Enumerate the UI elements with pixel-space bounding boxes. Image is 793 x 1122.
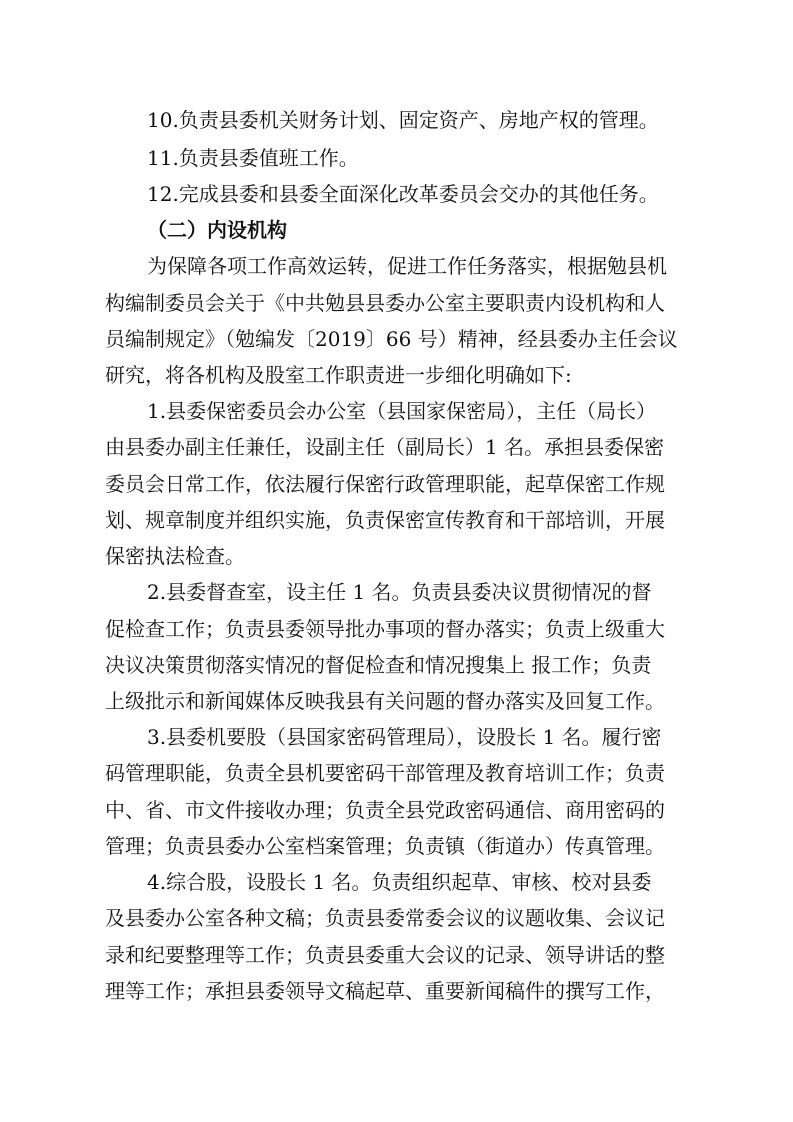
text-line: 为保障各项工作高效运转，促进工作任务落实，根据勉县机 <box>147 254 667 278</box>
text-line: 划、规章制度并组织实施，负责保密宣传教育和干部培训，开展 <box>105 508 665 532</box>
text-line: 及县委办公室各种文稿；负责县委常委会议的议题收集、会议记 <box>105 906 665 930</box>
text-line: 10.负责县委机关财务计划、固定资产、房地产权的管理。 <box>147 108 659 132</box>
text-line: 由县委办副主任兼任，设副主任（副局长）1 名。承担县委保密 <box>105 435 665 459</box>
text-line: 1.县委保密委员会办公室（县国家保密局），主任（局长） <box>147 399 657 423</box>
text-line: 2.县委督查室，设主任 1 名。负责县委决议贯彻情况的督 <box>147 580 652 604</box>
text-line: 员编制规定》（勉编发〔2019〕66 号）精神，经县委办主任会议 <box>105 327 678 351</box>
text-line: 12.完成县委和县委全面深化改革委员会交办的其他任务。 <box>147 182 659 206</box>
text-line: 录和纪要整理等工作；负责县委重大会议的记录、领导讲话的整 <box>105 943 665 967</box>
text-line: 构编制委员会关于《中共勉县县委办公室主要职责内设机构和人 <box>105 291 665 315</box>
text-line: 上级批示和新闻媒体反映我县有关问题的督办落实及回复工作。 <box>105 689 665 713</box>
text-line: 促检查工作；负责县委领导批办事项的督办落实；负责上级重大 <box>105 617 665 641</box>
text-line: 11.负责县委值班工作。 <box>147 146 359 170</box>
text-line: 委员会日常工作，依法履行保密行政管理职能，起草保密工作规 <box>105 472 665 496</box>
text-line: 研究，将各机构及股室工作职责进一步细化明确如下: <box>105 363 572 387</box>
text-line: 中、省、市文件接收办理；负责全县党政密码通信、商用密码的 <box>105 798 665 822</box>
text-line: 理等工作；承担县委领导文稿起草、重要新闻稿件的撰写工作， <box>105 979 665 1003</box>
text-line: 4.综合股，设股长 1 名。负责组织起草、审核、校对县委 <box>147 870 652 894</box>
text-line: 决议决策贯彻落实情况的督促检查和情况搜集上 报工作；负责 <box>105 653 652 677</box>
text-line: 码管理职能，负责全县机要密码干部管理及教育培训工作；负责 <box>105 761 665 785</box>
text-line: 3.县委机要股（县国家密码管理局），设股长 1 名。履行密 <box>147 725 662 749</box>
text-line: 管理；负责县委办公室档案管理；负责镇（街道办）传真管理。 <box>105 834 665 858</box>
section-heading: （二）内设机构 <box>147 218 287 242</box>
text-line: 保密执法检查。 <box>105 544 245 568</box>
